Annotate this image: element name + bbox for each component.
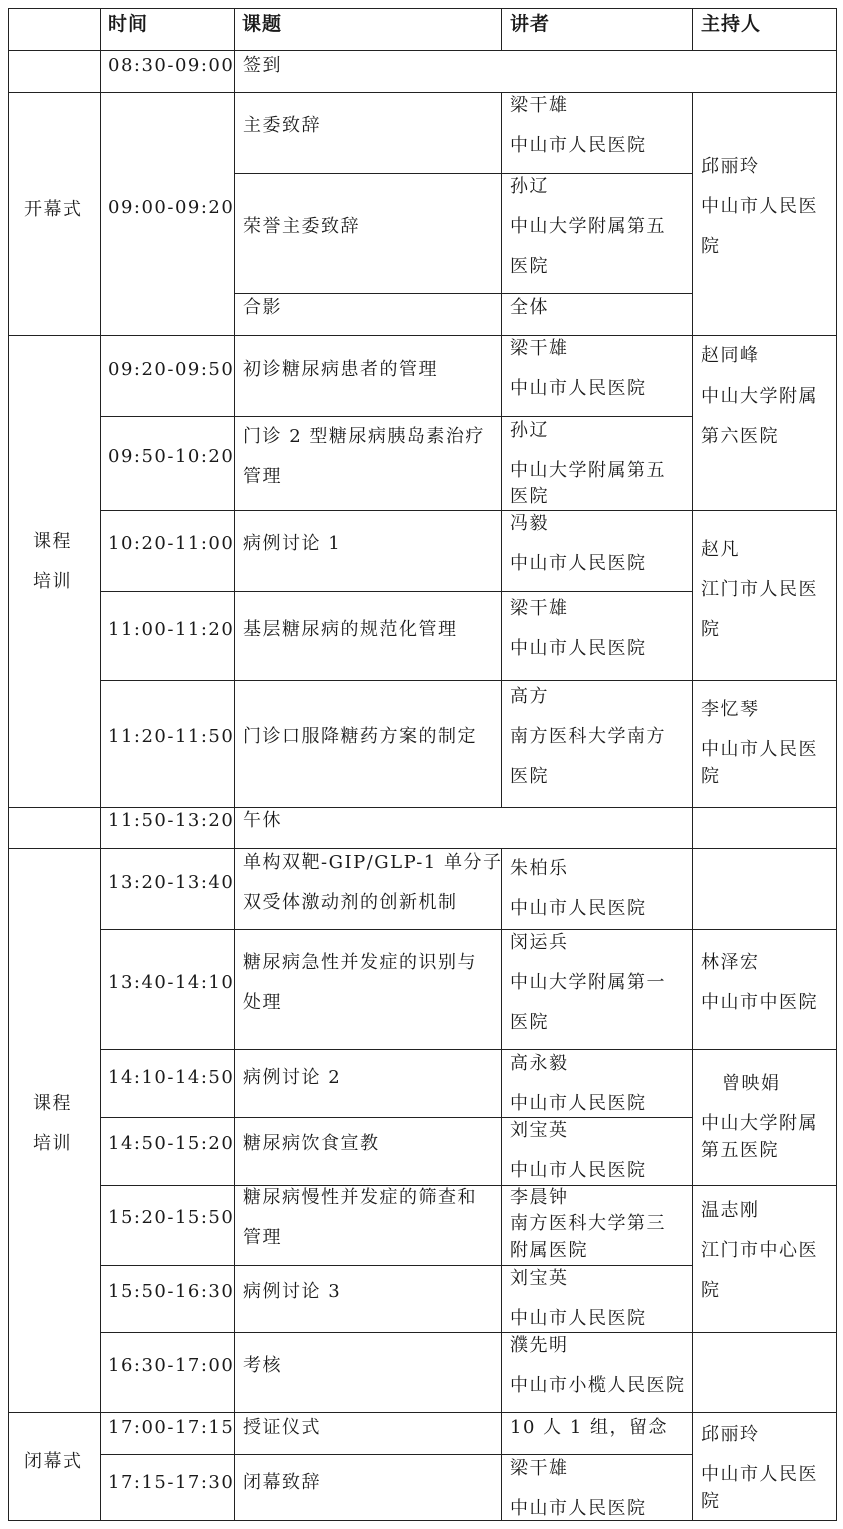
host-org: 院 (701, 766, 721, 787)
time-cell: 10:20-11:00 (108, 533, 235, 554)
time-cell: 14:10-14:50 (108, 1067, 235, 1088)
topic-cell: 合影 (243, 297, 282, 318)
header-host: 主持人 (701, 13, 762, 35)
time-cell: 11:00-11:20 (108, 619, 235, 640)
topic-cell: 糖尿病急性并发症的识别与 (243, 952, 477, 973)
host-org: 院 (701, 236, 721, 257)
row-line-9 (8, 807, 837, 808)
row-line-header (8, 50, 837, 51)
host-org: 中山市人民医 (701, 196, 818, 217)
col-line-3a (501, 8, 502, 50)
speaker-org: 医院 (510, 766, 549, 787)
topic-cell: 午休 (243, 810, 282, 831)
speaker-org: 南方医科大学南方 (510, 726, 666, 747)
topic-cell: 签到 (243, 55, 282, 76)
topic-cell: 基层糖尿病的规范化管理 (243, 619, 458, 640)
time-cell: 11:50-13:20 (108, 810, 235, 831)
section-label-course: 课程 (33, 1093, 72, 1114)
speaker-name: 全体 (510, 297, 549, 318)
time-cell: 17:00-17:15 (108, 1417, 235, 1438)
speaker-org: 中山市人民医院 (510, 1498, 647, 1519)
topic-cell: 初诊糖尿病患者的管理 (243, 359, 438, 380)
col-line-3b (501, 92, 502, 808)
host-name: 李忆琴 (701, 699, 760, 720)
topic-cell: 病例讨论 3 (243, 1281, 342, 1302)
time-cell: 15:50-16:30 (108, 1281, 235, 1302)
host-org: 江门市人民医 (701, 579, 818, 600)
host-org: 中山大学附属 (701, 1113, 818, 1134)
host-name: 曾映娟 (722, 1073, 781, 1094)
topic-cell: 双受体激动剂的创新机制 (243, 892, 458, 913)
speaker-org: 中山市人民医院 (510, 638, 647, 659)
host-name: 邱丽玲 (701, 1424, 760, 1445)
row-line-14 (100, 1185, 837, 1186)
topic-cell: 病例讨论 1 (243, 533, 342, 554)
row-line-13 (100, 1117, 692, 1118)
speaker-org: 中山市人民医院 (510, 378, 647, 399)
topic-cell: 考核 (243, 1355, 282, 1376)
speaker-name: 刘宝英 (510, 1120, 569, 1141)
speaker-name: 梁干雄 (510, 598, 569, 619)
section-label-course: 培训 (33, 1133, 72, 1154)
topic-cell: 单构双靶-GIP/GLP-1 单分子 (243, 852, 503, 873)
topic-cell: 门诊 2 型糖尿病胰岛素治疗 (243, 426, 485, 447)
time-cell: 08:30-09:00 (108, 55, 235, 76)
host-org: 院 (701, 619, 721, 640)
topic-cell: 糖尿病饮食宣教 (243, 1133, 380, 1154)
speaker-org: 医院 (510, 486, 549, 507)
speaker-name: 朱柏乐 (510, 858, 569, 879)
time-cell: 09:20-09:50 (108, 359, 235, 380)
speaker-name: 孙辽 (510, 176, 549, 197)
speaker-name: 梁干雄 (510, 95, 569, 116)
host-org: 中山大学附属 (701, 386, 818, 407)
section-label-course: 培训 (33, 571, 72, 592)
row-line-16 (100, 1332, 837, 1333)
speaker-org: 中山市人民医院 (510, 1093, 647, 1114)
row-line-8 (100, 680, 837, 681)
topic-cell: 糖尿病慢性并发症的筛查和 (243, 1187, 477, 1208)
speaker-org: 中山市人民医院 (510, 1308, 647, 1329)
row-line-12 (100, 1049, 837, 1050)
host-org: 院 (701, 1491, 721, 1512)
row-line-15 (100, 1265, 692, 1266)
speaker-name: 李晨钟 (510, 1187, 569, 1208)
time-cell: 09:50-10:20 (108, 446, 235, 467)
speaker-org: 附属医院 (510, 1240, 588, 1261)
host-org: 第五医院 (701, 1140, 779, 1161)
host-name: 温志刚 (701, 1200, 760, 1221)
host-org: 中山市人民医 (701, 1464, 818, 1485)
speaker-name: 刘宝英 (510, 1268, 569, 1289)
host-org: 院 (701, 1280, 721, 1301)
border-right (836, 8, 837, 1521)
speaker-org: 中山大学附属第一 (510, 972, 666, 993)
row-line-6 (100, 510, 837, 511)
speaker-org: 中山市人民医院 (510, 135, 647, 156)
row-line-18 (100, 1454, 692, 1455)
speaker-org: 中山市人民医院 (510, 898, 647, 919)
host-name: 林泽宏 (701, 952, 760, 973)
host-org: 中山市人民医 (701, 739, 818, 760)
host-org: 江门市中心医 (701, 1240, 818, 1261)
time-cell: 13:20-13:40 (108, 872, 235, 893)
speaker-name: 濮先明 (510, 1335, 569, 1356)
host-name: 赵同峰 (701, 345, 760, 366)
row-line-11 (100, 929, 837, 930)
time-cell: 09:00-09:20 (108, 197, 235, 218)
host-name: 赵凡 (701, 539, 740, 560)
time-cell: 16:30-17:00 (108, 1355, 235, 1376)
topic-cell: 处理 (243, 992, 282, 1013)
header-topic: 课题 (242, 13, 283, 35)
row-line-1 (8, 92, 837, 93)
col-line-1 (100, 8, 101, 1521)
host-name: 邱丽玲 (701, 156, 760, 177)
time-cell: 11:20-11:50 (108, 726, 235, 747)
topic-cell: 闭幕致辞 (243, 1472, 321, 1493)
topic-cell: 门诊口服降糖药方案的制定 (243, 726, 477, 747)
header-time: 时间 (108, 13, 149, 35)
border-left (8, 8, 9, 1521)
row-line-2 (234, 173, 692, 174)
speaker-name: 冯毅 (510, 513, 549, 534)
speaker-org: 中山市人民医院 (510, 553, 647, 574)
speaker-org: 医院 (510, 1012, 549, 1033)
col-line-4a (692, 8, 693, 50)
speaker-name: 孙辽 (510, 420, 549, 441)
time-cell: 17:15-17:30 (108, 1472, 235, 1493)
section-label-closing: 闭幕式 (24, 1451, 83, 1472)
time-cell: 14:50-15:20 (108, 1133, 235, 1154)
host-org: 第六医院 (701, 426, 779, 447)
speaker-name: 高方 (510, 686, 549, 707)
speaker-name: 高永毅 (510, 1053, 569, 1074)
speaker-org: 中山大学附属第五 (510, 216, 666, 237)
host-org: 中山市中医院 (701, 992, 818, 1013)
topic-cell: 授证仪式 (243, 1417, 321, 1438)
topic-cell: 管理 (243, 466, 282, 487)
speaker-name: 10 人 1 组，留念 (510, 1417, 669, 1438)
border-top (8, 8, 837, 9)
time-cell: 13:40-14:10 (108, 972, 235, 993)
speaker-name: 梁干雄 (510, 1458, 569, 1479)
speaker-org: 中山市人民医院 (510, 1160, 647, 1181)
speaker-name: 闵运兵 (510, 932, 569, 953)
topic-cell: 病例讨论 2 (243, 1067, 342, 1088)
row-line-4 (8, 335, 837, 336)
topic-cell: 管理 (243, 1227, 282, 1248)
speaker-name: 梁干雄 (510, 338, 569, 359)
time-cell: 15:20-15:50 (108, 1207, 235, 1228)
speaker-org: 中山市小榄人民医院 (510, 1375, 686, 1396)
speaker-org: 中山大学附属第五 (510, 460, 666, 481)
row-line-17 (8, 1412, 837, 1413)
topic-cell: 荣誉主委致辞 (243, 216, 360, 237)
row-line-7 (100, 591, 692, 592)
row-line-5 (100, 416, 692, 417)
speaker-org: 医院 (510, 256, 549, 277)
section-label-opening: 开幕式 (24, 199, 83, 220)
topic-cell: 主委致辞 (243, 115, 321, 136)
row-line-10 (8, 848, 837, 849)
section-label-course: 课程 (33, 531, 72, 552)
row-line-3 (234, 293, 692, 294)
header-speaker: 讲者 (510, 13, 551, 35)
speaker-org: 南方医科大学第三 (510, 1213, 666, 1234)
border-bottom (8, 1520, 837, 1521)
